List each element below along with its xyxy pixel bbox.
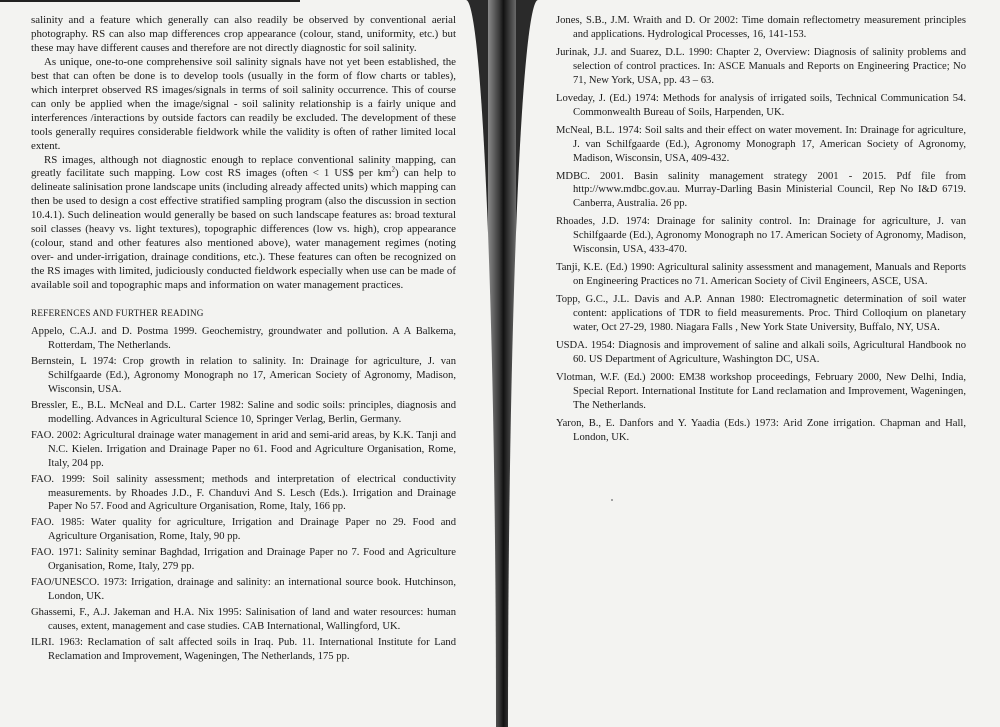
left-page	[0, 0, 496, 727]
body-paragraph: salinity and a feature which generally can also readily be observed by conventional aerial photography. RS can also map differences crop appearance (colour, stand, uniformity, etc.) but these may have different causes and therefore are not directly diagnostic for soil salinity.	[31, 14, 456, 54]
superscript: 2	[391, 165, 396, 174]
reference-item: Tanji, K.E. (Ed.) 1990: Agricultural salinity assessment and management, Manuals and Reports on Engineering Practices no 71. American Society of Civil Engineers, ASCE, USA.	[556, 262, 966, 288]
header-rule	[0, 0, 300, 2]
reference-item: Vlotman, W.F. (Ed.) 2000: EM38 workshop proceedings, February 2000, New Delhi, India, Special Report. International Institute for Land reclamation and Improvement, Wageningen, The Netherlands.	[556, 371, 966, 411]
reference-item: Bressler, E., B.L. McNeal and D.L. Carter 1982: Saline and sodic soils: principles, diagnosis and modelling. Advances in Agricultural Science 10, Springer Verlag, Berlin, Germany.	[31, 399, 456, 425]
reference-item: FAO. 1999: Soil salinity assessment; methods and interpretation of electrical conductivity measurements. by Rhoades J.D., F. Chanduvi And S. Lesch (Eds.). Irrigation and Drainage Paper No 57. Food and Agriculture Organisation, Rome, Italy, 166 pp.	[31, 473, 456, 513]
reference-item: FAO. 2002: Agricultural drainage water management in arid and semi-arid areas, by K.K. Tanji and N.C. Kielen. Irrigation and Drainage Paper no 61. Food and Agriculture Organisation, Rome, Italy, 204 pp.	[31, 429, 456, 469]
section-heading: REFERENCES AND FURTHER READING	[31, 308, 204, 319]
reference-item: FAO. 1971: Salinity seminar Baghdad, Irrigation and Drainage Paper no 7. Food and Agriculture Organisation, Rome, Italy, 279 pp.	[31, 547, 456, 573]
body-paragraph	[31, 154, 456, 294]
reference-item: Jurinak, J.J. and Suarez, D.L. 1990: Chapter 2, Overview: Diagnosis of salinity problems and selection of control practices. In: ASCE Manuals and Reports on Engineering Practice; No 71, New York, USA, pp. 43 – 63.	[556, 46, 966, 86]
reference-item: McNeal, B.L. 1974: Soil salts and their effect on water movement. In: Drainage for agriculture, J. van Schilfgaarde (Ed.), Agronomy Monograph 17, American Society of Agronomy, Madison, Wisconsin, USA, 409-432.	[556, 124, 966, 164]
reference-item: MDBC. 2001. Basin salinity management strategy 2001 - 2015. Pdf file from http://www.mdbc.gov.au. Murray-Darling Basin Ministerial Council, Rep No I&D 6719. Canberra, Australia. 26 pp.	[556, 170, 966, 210]
scan-speck	[611, 499, 613, 501]
reference-item: Topp, G.C., J.L. Davis and A.P. Annan 1980: Electromagnetic determination of soil water content: applications of TDR to field measurements. Proc. Third Colloqium on planetary water, Oct 27-29, 1980. Niagara Falls , New York State University, Buffalo, NY, USA.	[556, 294, 966, 334]
reference-item: FAO/UNESCO. 1973: Irrigation, drainage and salinity: an international source book. Hutchinson, London, UK.	[31, 577, 456, 603]
reference-item: USDA. 1954: Diagnosis and improvement of saline and alkali soils, Agricultural Handbook no 60. US Department of Agriculture, Washington DC, USA.	[556, 340, 966, 365]
reference-item: ILRI. 1963: Reclamation of salt affected soils in Iraq. Pub. 11. International Institute for Land Reclamation and Improvement, Wageningen, The Netherlands, 175 pp.	[31, 637, 456, 662]
reference-item: Rhoades, J.D. 1974: Drainage for salinity control. In: Drainage for agriculture, J. van Schilfgaarde (Ed.), Agronomy Monograph no 17. American Society of Agronomy, Madison, Wisconsin, USA, 433-470.	[556, 216, 966, 256]
reference-item: Appelo, C.A.J. and D. Postma 1999. Geochemistry, groundwater and pollution. A A Balkema, Rotterdam, The Netherlands.	[31, 326, 456, 351]
reference-item: Jones, S.B., J.M. Wraith and D. Or 2002: Time domain reflectometry measurement principles and applications. Hydrological Processes, 16, 141-153.	[556, 15, 966, 40]
left-page-body	[31, 14, 456, 666]
reference-item: Ghassemi, F., A.J. Jakeman and H.A. Nix 1995: Salinisation of land and water resources: human causes, extent, management and case studies. CAB International, Wallingford, UK.	[31, 607, 456, 633]
paragraph-text: ) can help to delineate salinisation prone landscape units (including already affected units) which mapping can then be used to design a cost effective stratified sampling program (also the discussion in section 10.4.1). Such delineation would generally be based on such landscape features as: broad textural soil classes (heavy vs. light textures), topographic differences (low vs. high), crop appearance (colour, stand and other features also mentioned above), water management regimes (noting over- and under-irrigation, drainage conditions, etc.). These features can often be recognized on the RS images with limited, judiciously conducted fieldwork especially when use can be made of available soil and topographic maps and information on water management practices.	[31, 167, 456, 292]
reference-item: Yaron, B., E. Danfors and Y. Yaadia (Eds.) 1973: Arid Zone irrigation. Chapman and Hall, London, UK.	[556, 417, 966, 443]
body-paragraph: As unique, one-to-one comprehensive soil salinity signals have not yet been established, the best that can often be done is to develop tools (usually in the form of flow charts or tables), which interpret observed RS images/signals in terms of soil salinity occurrence. This of course can only be applied when the image/signal - soil salinity relationship is a fairly unique and interferences /interactions by outside factors can readily be excluded. The development of these tools generally requires considerable fieldwork while the validity is often of rather limited local extent.	[31, 55, 456, 152]
paragraph-text: RS images, although not diagnostic enough to replace conventional salinity mapping, can greatly facilitate such mapping. Low cost RS images (often < 1 US$ per km	[31, 153, 456, 180]
right-page	[508, 0, 1000, 727]
reference-item: Loveday, J. (Ed.) 1974: Methods for analysis of irrigated soils, Technical Communication 54. Commonwealth Bureau of Soils, Harpenden, UK.	[556, 92, 966, 118]
reference-item: FAO. 1985: Water quality for agriculture, Irrigation and Drainage Paper no 29. Food and Agriculture Organisation, Rome, Italy, 90 pp.	[31, 517, 456, 543]
reference-item: Bernstein, L 1974: Crop growth in relation to salinity. In: Drainage for agriculture, J. van Schilfgaarde (Ed.), Agronomy Monograph no 17, American Society of Agronomy, Madison, Wisconsin, USA.	[31, 355, 456, 395]
right-page-body	[556, 14, 966, 449]
